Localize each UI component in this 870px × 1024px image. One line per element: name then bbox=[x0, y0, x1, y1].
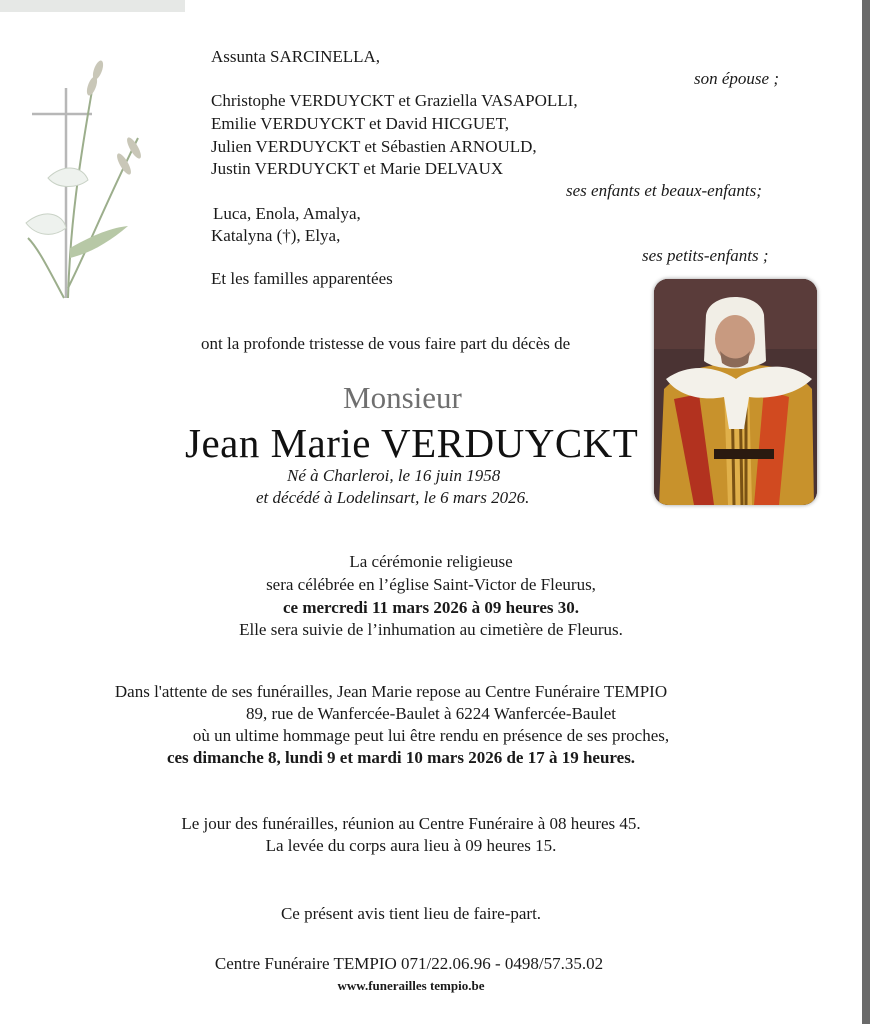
grandchildren-line: Luca, Enola, Amalya, bbox=[213, 204, 361, 223]
funeral-day-line: La levée du corps aura lieu à 09 heures 15. bbox=[265, 836, 557, 855]
footer-website: www.funerailles tempio.be bbox=[337, 978, 485, 993]
scan-edge-right bbox=[862, 0, 870, 1024]
grandchildren-line: Katalyna (†), Elya, bbox=[211, 226, 341, 245]
announcement-text: ont la profonde tristesse de vous faire part du décès de bbox=[201, 334, 571, 353]
visitation-line: où un ultime hommage peut lui être rendu en présence de ses proches, bbox=[192, 726, 670, 745]
deceased-title: Monsieur bbox=[343, 380, 462, 415]
visitation-line: Dans l'attente de ses funérailles, Jean Marie repose au Centre Funéraire TEMPIO bbox=[114, 682, 668, 701]
notice-text: Ce présent avis tient lieu de faire-part. bbox=[280, 904, 542, 923]
spouse-relation: son épouse ; bbox=[694, 69, 779, 88]
death-info: et décédé à Lodelinsart, le 6 mars 2026. bbox=[256, 488, 530, 507]
visitation-dates: ces dimanche 8, lundi 9 et mardi 10 mars 2026 de 17 à 19 heures. bbox=[166, 748, 636, 767]
spouse-names: Assunta SARCINELLA, bbox=[211, 47, 381, 66]
ceremony-date: ce mercredi 11 mars 2026 à 09 heures 30. bbox=[282, 598, 580, 617]
ceremony-line: La cérémonie religieuse bbox=[349, 552, 513, 571]
children-line: Julien VERDUYCKT et Sébastien ARNOULD, bbox=[211, 137, 537, 156]
children-relation: ses enfants et beaux-enfants; bbox=[566, 181, 762, 200]
ceremony-line: Elle sera suivie de l’inhumation au cimetière de Fleurus. bbox=[239, 620, 623, 639]
birth-info: Né à Charleroi, le 16 juin 1958 bbox=[287, 466, 501, 485]
children-line: Justin VERDUYCKT et Marie DELVAUX bbox=[211, 159, 504, 178]
visitation-address: 89, rue de Wanfercée-Baulet à 6224 Wanfercée-Baulet bbox=[246, 704, 616, 723]
footer-contact: Centre Funéraire TEMPIO 071/22.06.96 - 0498/57.35.02 bbox=[214, 954, 604, 973]
children-line: Christophe VERDUYCKT et Graziella VASAPOLLI, bbox=[211, 91, 578, 110]
portrait-photo bbox=[654, 279, 817, 505]
scan-edge bbox=[0, 0, 185, 12]
children-line: Emilie VERDUYCKT et David HICGUET, bbox=[211, 114, 509, 133]
ceremony-line: sera célébrée en l’église Saint-Victor de Fleurus, bbox=[266, 575, 596, 594]
funeral-day-line: Le jour des funérailles, réunion au Centre Funéraire à 08 heures 45. bbox=[181, 814, 641, 833]
grandchildren-relation: ses petits-enfants ; bbox=[642, 246, 769, 265]
portrait-image-icon bbox=[654, 279, 817, 505]
extended-family: Et les familles apparentées bbox=[211, 269, 393, 288]
cross-lily-decoration-icon bbox=[8, 48, 158, 308]
deceased-name: Jean Marie VERDUYCKT bbox=[185, 420, 639, 466]
